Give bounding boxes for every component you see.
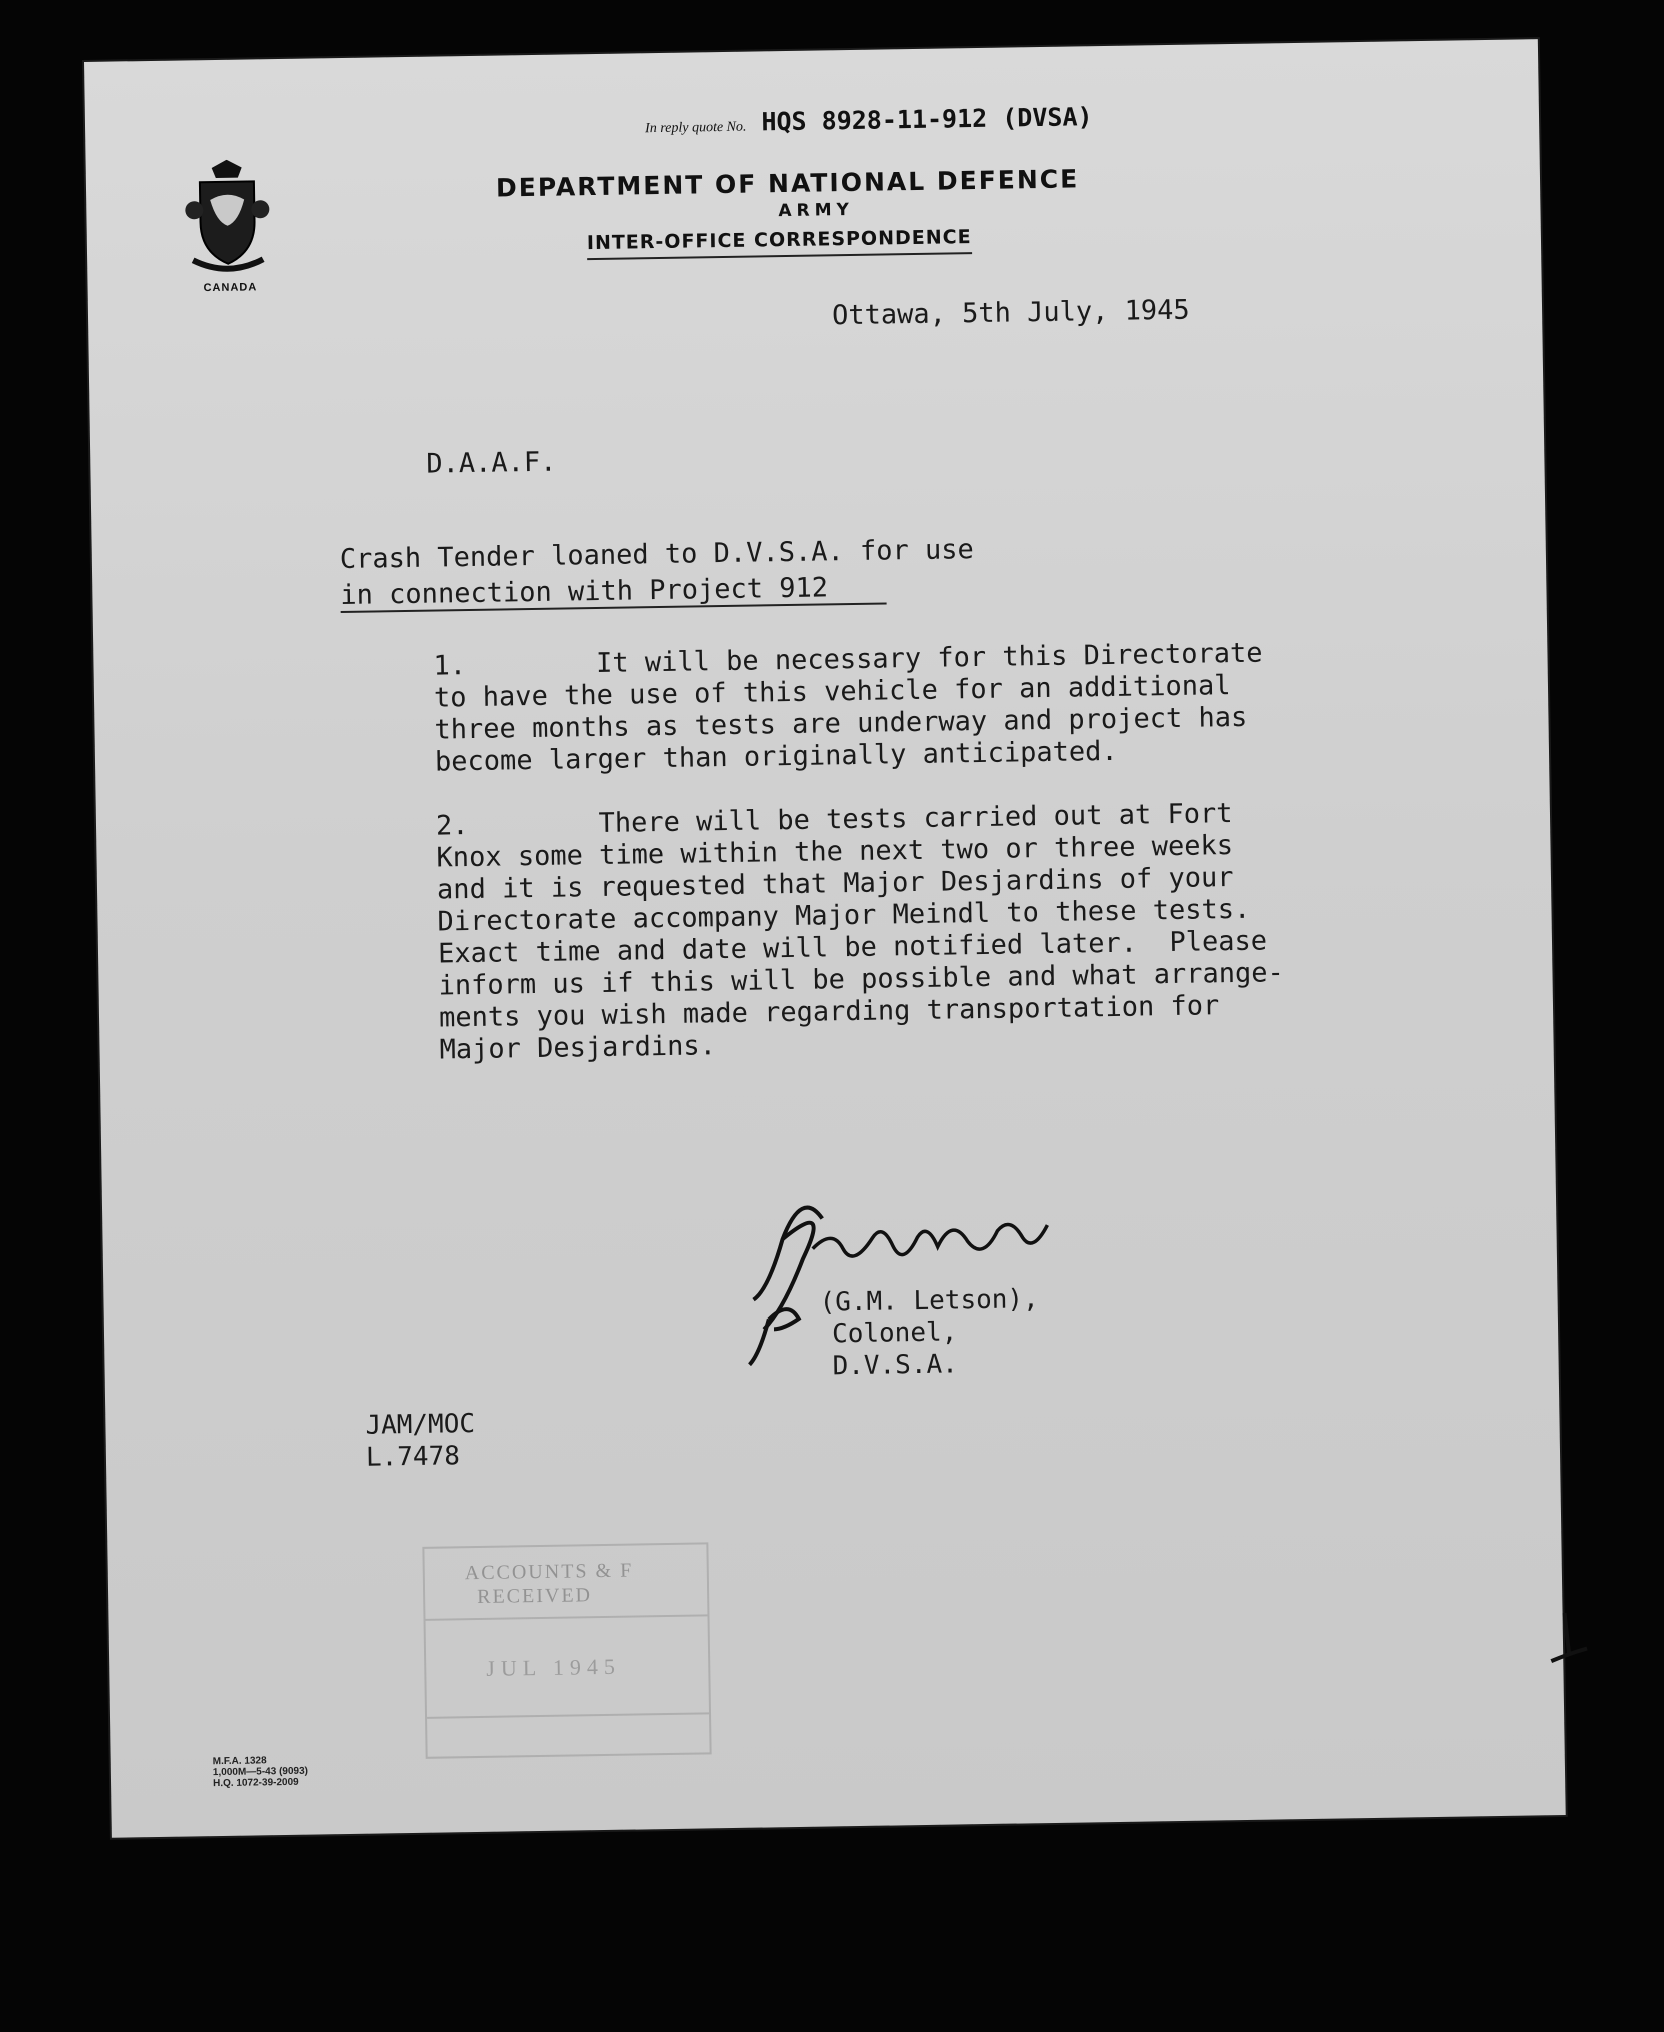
document-page [84, 39, 1566, 1838]
signatory-office: D.V.S.A. [832, 1349, 959, 1382]
reply-prefix: In reply quote No. [644, 119, 747, 137]
subject-line-2: in connection with Project 912 [340, 571, 886, 613]
page-number-mark [1542, 1608, 1593, 1669]
stamp-line-1: ACCOUNTS & F [464, 1559, 634, 1585]
signatory-name: (G.M. Letson), [819, 1284, 1039, 1318]
paragraph-1: 1. It will be necessary for this Directorate to have the use of this vehicle for an additional three months as tests are underway and project has become larger than originally anticipated. [433, 637, 1263, 778]
reference-block [365, 1408, 476, 1474]
correspondence-type: INTER-OFFICE CORRESPONDENCE [587, 226, 972, 260]
signatory-rank: Colonel, [831, 1317, 958, 1350]
reply-reference [645, 102, 1093, 138]
reference-initials: JAM/MOC [365, 1409, 476, 1441]
crest-label: CANADA [203, 281, 258, 295]
received-stamp [422, 1542, 711, 1758]
letter-date: Ottawa, 5th July, 1945 [831, 294, 1190, 332]
branch-heading: ARMY [778, 199, 855, 222]
department-heading: DEPARTMENT OF NATIONAL DEFENCE [495, 164, 1080, 203]
paragraph-2: 2. There will be tests carried out at Fort Knox some time within the next two or three weeks and it is requested that Major Desjardins of your Directorate accompany Major Meindl to these tests. Exact time and date will be notified later. Please inform us if this will be possible and what arrange- ments you wish made regarding transportation for Major Desjardins. [435, 798, 1284, 1066]
canada-crest-icon [182, 159, 274, 280]
addressee: D.A.A.F. [426, 446, 557, 480]
reply-number: HQS 8928-11-912 (DVSA) [761, 102, 1093, 137]
signature-block [819, 1283, 1040, 1382]
form-number: M.F.A. 1328 1,000M—5-43 (9093) H.Q. 1072-39-2009 [212, 1755, 309, 1790]
subject [340, 532, 975, 614]
stamp-line-2: RECEIVED [476, 1584, 593, 1609]
stamp-date: JUL 1945 [486, 1653, 622, 1681]
subject-line-1: Crash Tender loaned to D.V.S.A. for use [339, 534, 974, 576]
reference-number: L.7478 [365, 1441, 461, 1473]
